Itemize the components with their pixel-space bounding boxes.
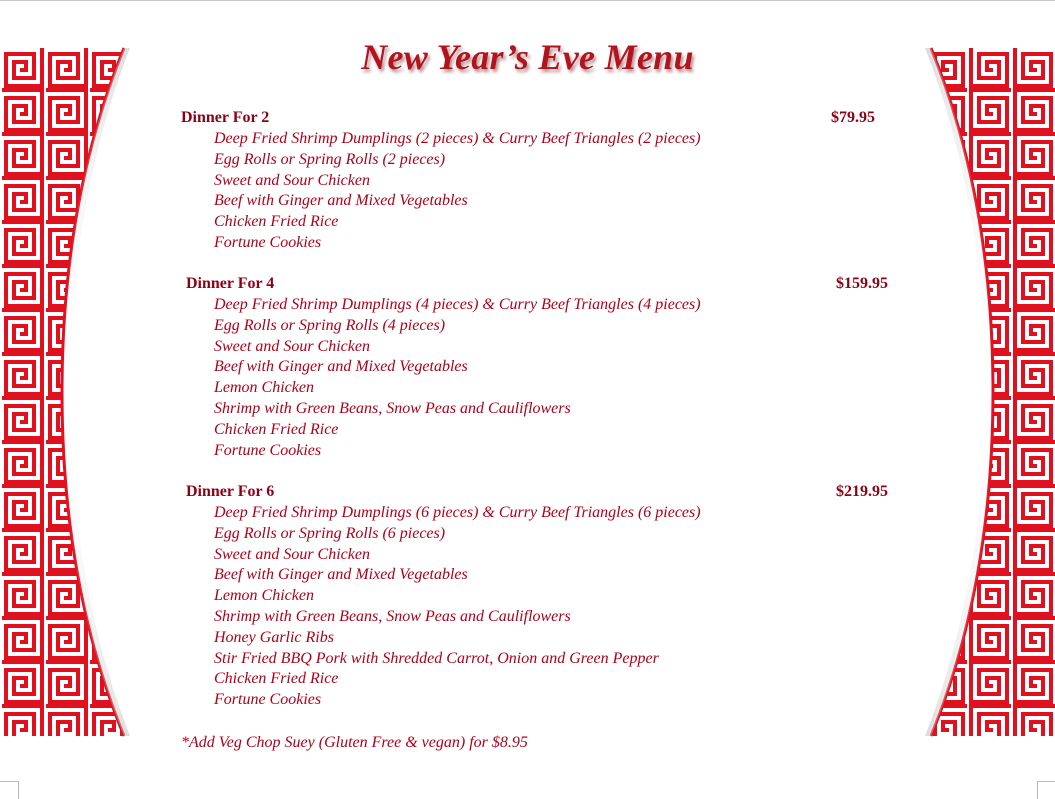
list-item: Egg Rolls or Spring Rolls (2 pieces) (214, 150, 446, 168)
section-heading-dinner-for-2: Dinner For 2 (181, 109, 270, 126)
item-list-dinner-for-2 (214, 129, 701, 254)
list-item: Sweet and Sour Chicken (214, 337, 370, 355)
list-item: Beef with Ginger and Mixed Vegetables (214, 566, 468, 584)
list-item: Fortune Cookies (214, 233, 322, 251)
menu-title: New Year’s Eve Menu (361, 37, 694, 77)
list-item: Lemon Chicken (214, 379, 314, 397)
list-item: Egg Rolls or Spring Rolls (4 pieces) (214, 316, 446, 334)
section-price-dinner-for-6: $219.95 (836, 483, 888, 500)
list-item: Shrimp with Green Beans, Snow Peas and Cauliflowers (214, 607, 571, 625)
list-item: Lemon Chicken (214, 587, 314, 605)
item-list-dinner-for-4 (214, 295, 701, 461)
list-item: Stir Fried BBQ Pork with Shredded Carrot, Onion and Green Pepper (214, 649, 659, 667)
list-item: Honey Garlic Ribs (214, 628, 334, 646)
list-item: Fortune Cookies (214, 691, 322, 709)
section-price-dinner-for-4: $159.95 (836, 275, 888, 292)
list-item: Fortune Cookies (214, 441, 322, 459)
list-item: Deep Fried Shrimp Dumplings (2 pieces) & Curry Beef Triangles (2 pieces) (214, 130, 701, 147)
list-item: Chicken Fried Rice (214, 420, 339, 438)
item-list-dinner-for-6 (214, 503, 701, 711)
section-heading-dinner-for-4: Dinner For 4 (186, 275, 275, 292)
section-price-dinner-for-2: $79.95 (831, 109, 875, 126)
list-item: Chicken Fried Rice (214, 213, 339, 231)
list-item: Beef with Ginger and Mixed Vegetables (214, 358, 468, 376)
list-item: Deep Fried Shrimp Dumplings (6 pieces) & Curry Beef Triangles (6 pieces) (214, 504, 701, 521)
list-item: Shrimp with Green Beans, Snow Peas and Cauliflowers (214, 399, 571, 417)
list-item: Deep Fried Shrimp Dumplings (4 pieces) & Curry Beef Triangles (4 pieces) (214, 296, 701, 313)
list-item: Sweet and Sour Chicken (214, 171, 370, 189)
section-heading-dinner-for-6: Dinner For 6 (186, 483, 275, 500)
list-item: Beef with Ginger and Mixed Vegetables (214, 192, 468, 210)
list-item: Sweet and Sour Chicken (214, 545, 370, 563)
list-item: Chicken Fried Rice (214, 670, 339, 688)
list-item: Egg Rolls or Spring Rolls (6 pieces) (214, 524, 446, 542)
footnote-add-on: *Add Veg Chop Suey (Gluten Free & vegan) for $8.95 (181, 734, 528, 751)
